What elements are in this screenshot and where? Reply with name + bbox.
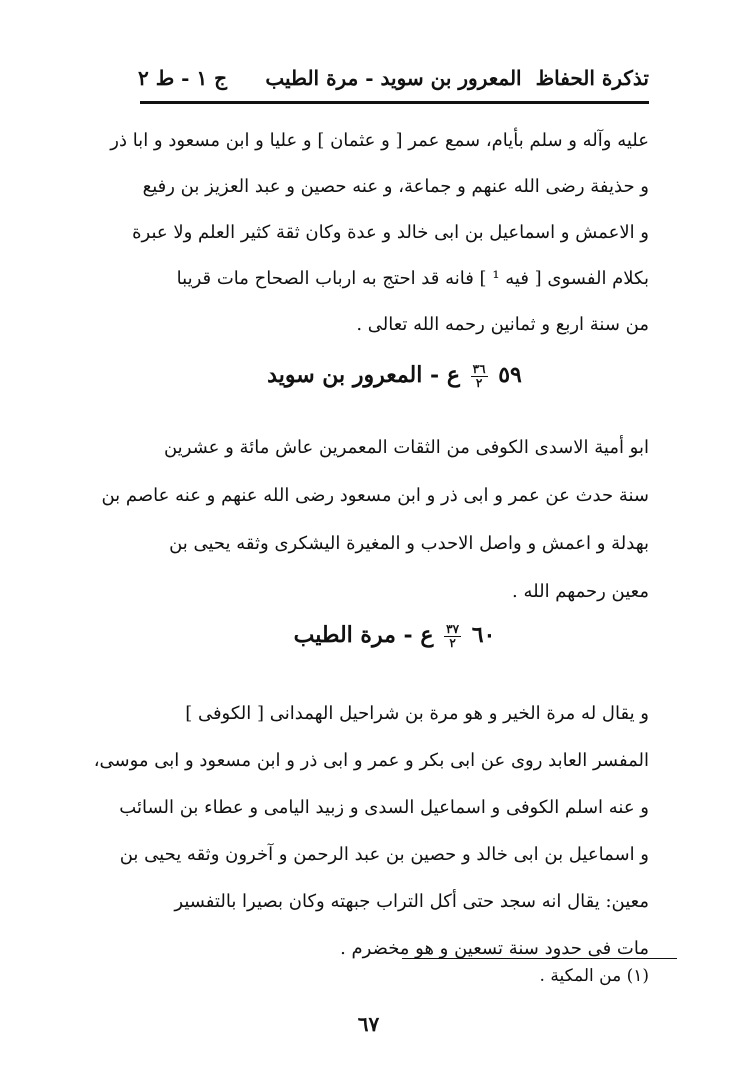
text-line: و يقال له مرة الخير و هو مرة بن شراحيل الهمدانى [ الكوفى ]	[185, 703, 649, 724]
text-line: و اسماعيل بن ابى خالد و حصين بن عبد الرحمن و آخرون وثقه يحيى بن	[119, 844, 649, 865]
page-number: ٦٧	[357, 1012, 380, 1036]
entry-number: ٦٠	[471, 622, 496, 648]
text-line: عليه وآله و سلم بأيام، سمع عمر [ و عثمان ] و عليا و ابن مسعود و ابا ذر	[110, 130, 649, 151]
fraction-denominator: ٢	[475, 375, 483, 390]
entry-name: ع - المعرور بن سويد	[267, 362, 460, 388]
fraction-denominator: ٢	[449, 635, 456, 650]
entry-59-body	[101, 424, 649, 616]
text-line: بهدلة و اعمش و واصل الاحدب و المغيرة اليشكرى وثقه يحيى بن	[169, 533, 649, 554]
text-line: و حذيفة رضى الله عنهم و جماعة، و عنه حصين و عبد العزيز بن رفيع	[142, 176, 649, 197]
entry-60-title	[140, 622, 649, 650]
text-line: مات فى حدود سنة تسعين و هو مخضرم .	[340, 938, 649, 959]
text-line: بكلام الفسوى [ فيه ¹ ] فانه قد احتج به ارباب الصحاح مات قريبا	[176, 268, 649, 289]
entry-number: ٥٩	[498, 362, 522, 388]
text-line: المفسر العابد روى عن ابى بكر و عمر و ابى ذر و ابن مسعود و ابى موسى،	[93, 750, 649, 771]
running-title: المعرور بن سويد - مرة الطيب	[265, 66, 522, 90]
text-line: سنة حدث عن عمر و ابى ذر و ابن مسعود رضى الله عنهم و عنه عاصم بن	[101, 485, 649, 506]
text-line: و الاعمش و اسماعيل بن ابى خالد و عدة وكان ثقة كثير العلم ولا عبرة	[132, 222, 649, 243]
text-line: معين: يقال انه سجد حتى أكل التراب جبهته وكان بصيرا بالتفسير	[174, 891, 649, 912]
entry-fraction	[471, 363, 488, 390]
entry-59-title	[140, 362, 649, 390]
fraction-numerator: ٣٧	[446, 621, 460, 636]
footnote-rule	[402, 958, 677, 959]
volume-tier: ج ١ - ط ٢	[138, 66, 228, 90]
text-line: ابو أمية الاسدى الكوفى من الثقات المعمرين عاش مائة و عشرين	[163, 437, 649, 458]
entry-60-body	[93, 690, 649, 972]
footnote: (١) من المكية .	[539, 966, 649, 986]
text-line: و عنه اسلم الكوفى و اسماعيل السدى و زبيد اليامى و عطاء بن السائب	[119, 797, 649, 818]
fraction-numerator: ٣٦	[472, 361, 486, 376]
book-title: تذكرة الحفاظ	[535, 66, 649, 90]
running-header	[138, 58, 649, 98]
entry-name: ع - مرة الطيب	[293, 622, 434, 648]
intro-paragraph	[110, 118, 649, 348]
text-line: معين رحمهم الله .	[512, 581, 649, 602]
entry-fraction	[444, 623, 461, 650]
text-line: من سنة اربع و ثمانين رحمه الله تعالى .	[356, 314, 649, 335]
header-rule	[140, 101, 649, 104]
